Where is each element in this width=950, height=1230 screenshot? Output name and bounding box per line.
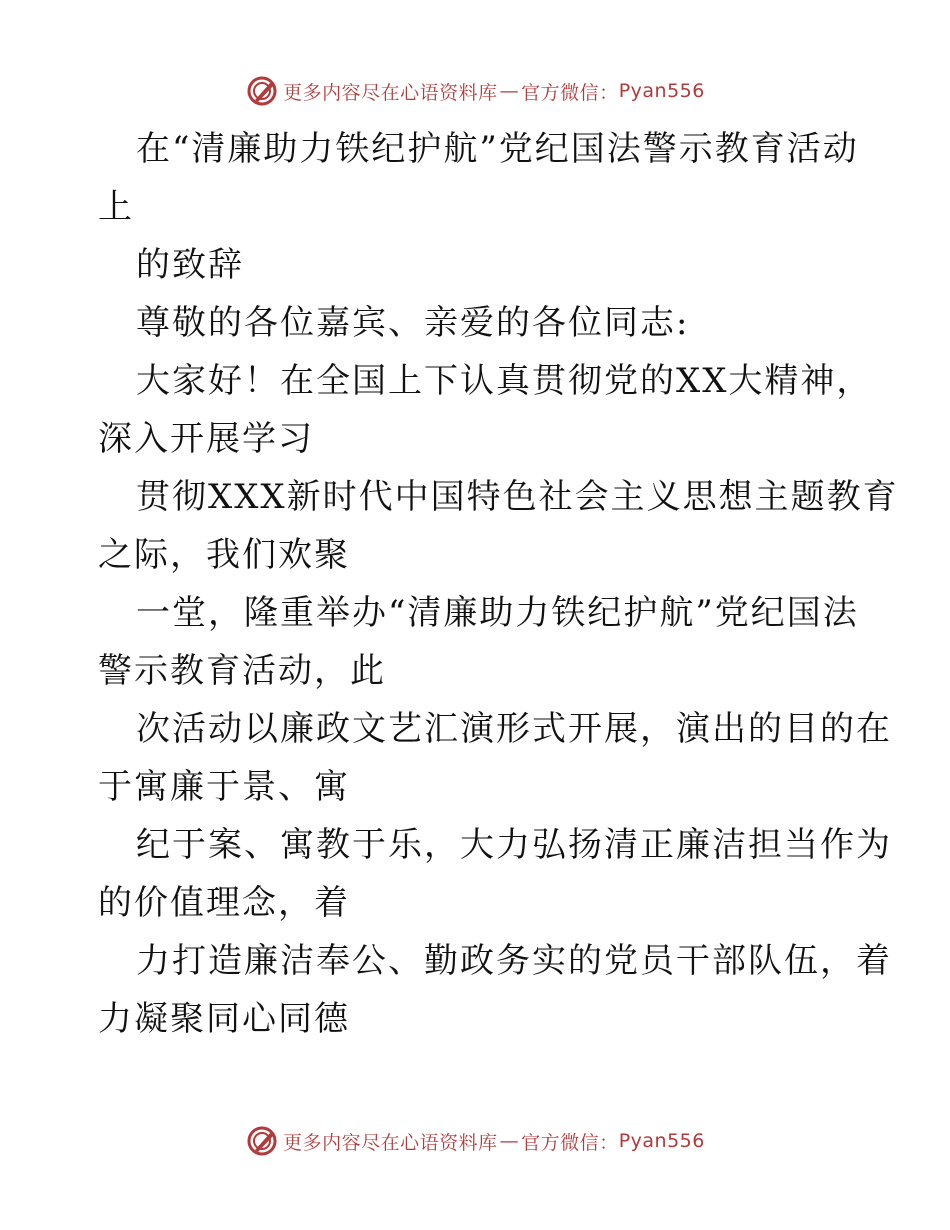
document-body [98, 120, 899, 1048]
header-banner [0, 71, 950, 111]
banner-separator: — [499, 1130, 520, 1152]
footer-banner [0, 1121, 950, 1161]
banner-wechat-label: 官方微信： [521, 81, 619, 104]
banner-wechat-label: 官方微信： [521, 1131, 619, 1154]
doc-line: 之际，我们欢聚 [98, 535, 350, 575]
banner-wechat-id: Pyan556 [618, 80, 705, 102]
doc-line: 警示教育活动，此 [98, 651, 386, 691]
doc-line: 次活动以廉政文艺汇演形式开展，演出的目的在 [136, 709, 892, 749]
doc-line-salutation: 尊敬的各位嘉宾、亲爱的各位同志: [136, 303, 690, 343]
doc-line: 大家好！在全国上下认真贯彻党的XX大精神， [136, 361, 873, 401]
banner-text: 更多内容尽在心语资料库 [283, 81, 498, 104]
doc-line-title-1: 在“清廉助力铁纪护航”党纪国法警示教育活动 [136, 129, 859, 169]
doc-line: 力打造廉洁奉公、勤政务实的党员干部队伍，着 [136, 941, 892, 981]
banner-text: 更多内容尽在心语资料库 [283, 1131, 498, 1154]
doc-line: 于寓廉于景、寓 [98, 767, 350, 807]
doc-line: 的价值理念，着 [98, 883, 350, 923]
doc-line: 一堂，隆重举办“清廉助力铁纪护航”党纪国法 [136, 593, 859, 633]
doc-line: 深入开展学习 [98, 419, 314, 459]
doc-line: 纪于案、寓教于乐，大力弘扬清正廉洁担当作为 [136, 825, 892, 865]
doc-line: 贯彻XXX新时代中国特色社会主义思想主题教育 [136, 477, 899, 517]
doc-line-title-3: 的致辞 [136, 245, 244, 285]
banner-wechat-id: Pyan556 [618, 1130, 705, 1152]
doc-line: 力凝聚同心同德 [98, 999, 350, 1039]
pen-logo-icon [245, 74, 279, 108]
banner-separator: — [499, 80, 520, 102]
pen-logo-icon [245, 1124, 279, 1158]
doc-line-title-2: 上 [98, 187, 134, 227]
